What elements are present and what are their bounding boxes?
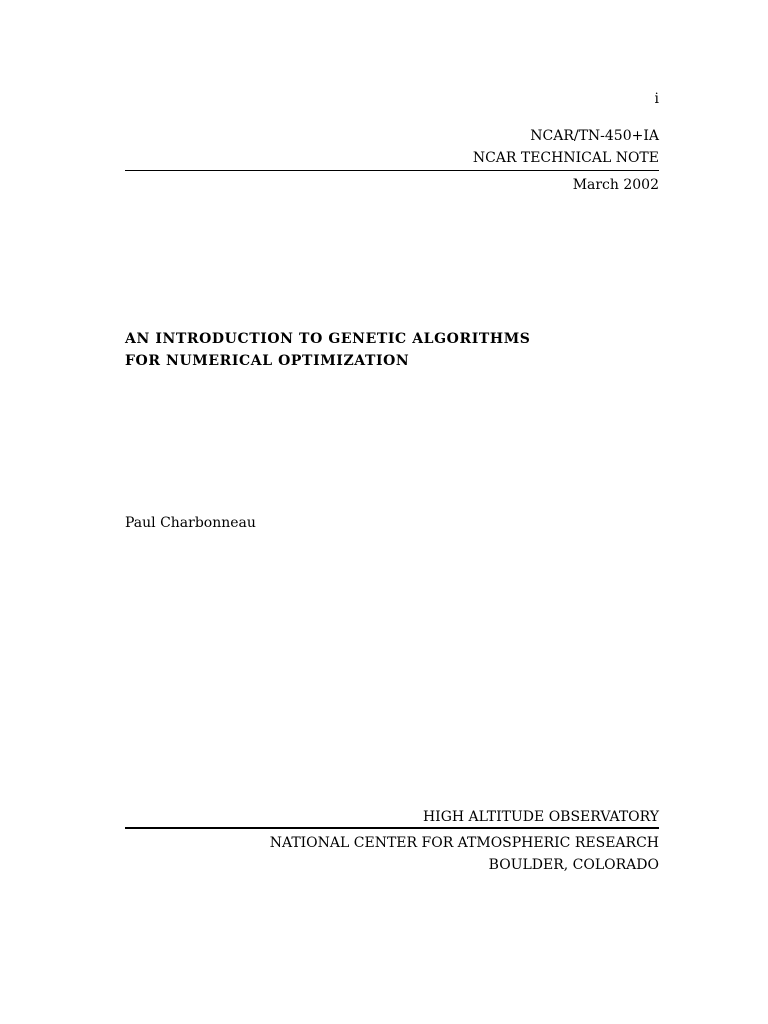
institution-location: BOULDER, COLORADO — [488, 857, 659, 873]
report-number: NCAR/TN-450+IA — [530, 128, 659, 144]
institution-division: HIGH ALTITUDE OBSERVATORY — [422, 809, 659, 825]
page-number: i — [654, 91, 659, 107]
title-line-2: FOR NUMERICAL OPTIMIZATION — [125, 353, 410, 369]
footer-rule — [125, 827, 659, 829]
title-line-1: AN INTRODUCTION TO GENETIC ALGORITHMS — [125, 331, 531, 347]
author-name: Paul Charbonneau — [125, 515, 256, 531]
report-series: NCAR TECHNICAL NOTE — [472, 150, 659, 166]
report-date: March 2002 — [572, 177, 659, 193]
header-rule — [125, 170, 659, 171]
institution-center: NATIONAL CENTER FOR ATMOSPHERIC RESEARCH — [269, 835, 659, 851]
